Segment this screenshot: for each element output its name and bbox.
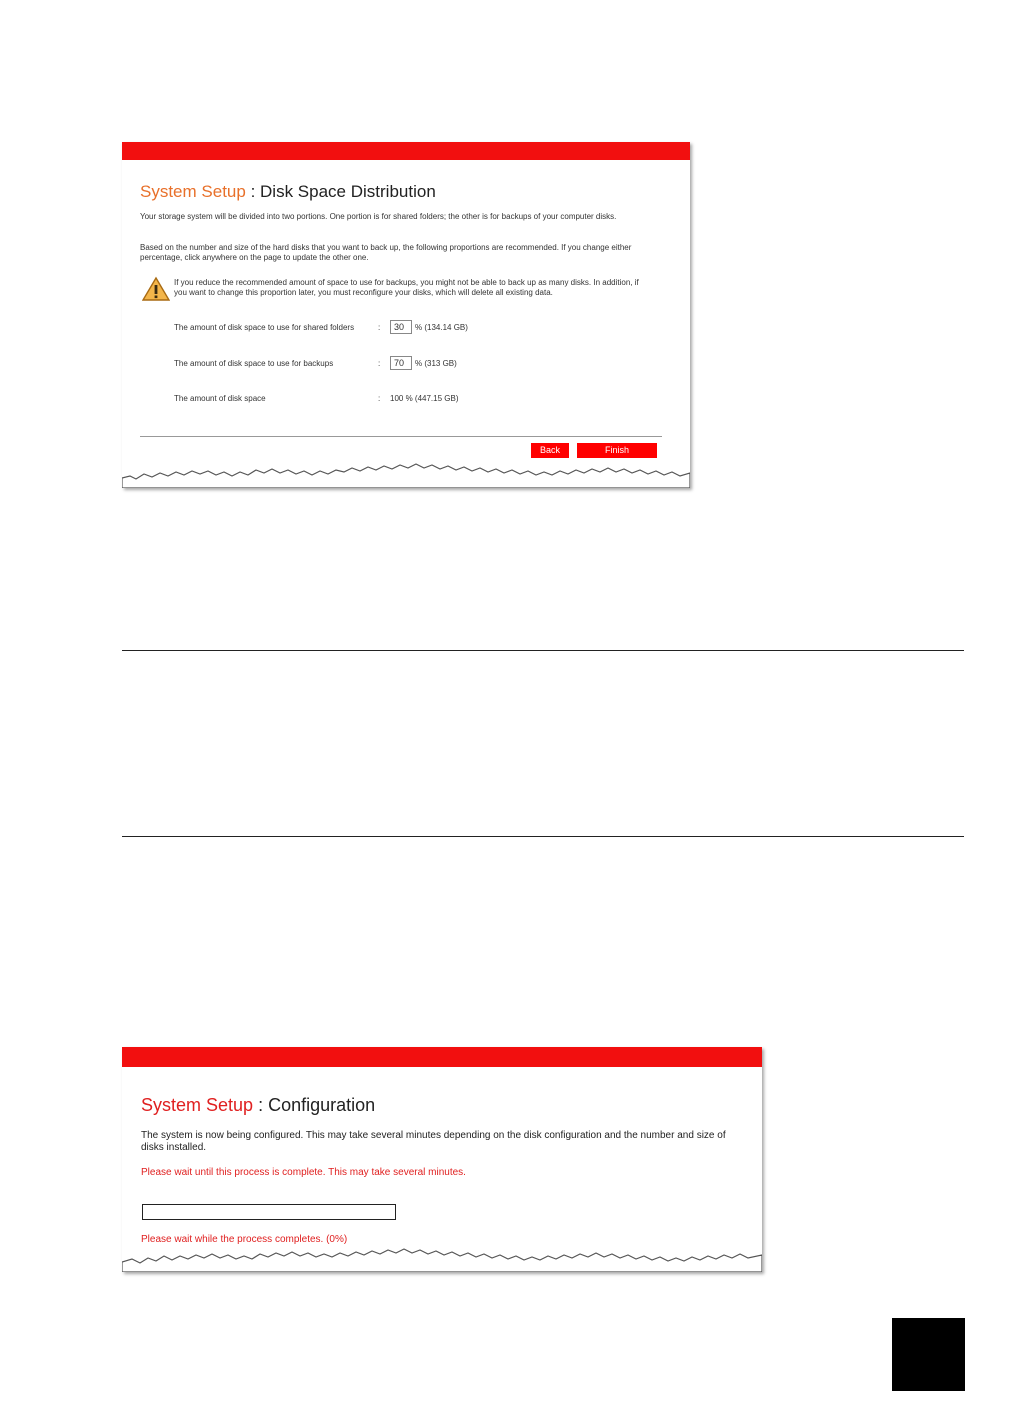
header-bar (122, 142, 690, 160)
horizontal-rule-2 (122, 836, 964, 837)
shared-folders-label: The amount of disk space to use for shared folders (174, 323, 355, 332)
title-main: Configuration (268, 1095, 376, 1115)
total-space-label: The amount of disk space (174, 394, 266, 403)
progress-status: Please wait while the process completes. (0%) (141, 1234, 348, 1245)
torn-edge (122, 458, 690, 488)
title-prefix: System Setup (140, 182, 246, 201)
page-title (141, 1095, 375, 1116)
wait-note: Please wait until this process is complete. This may take several minutes. (141, 1167, 466, 1178)
shared-folders-suffix: % (134.14 GB) (415, 323, 468, 332)
title-prefix: System Setup (141, 1095, 254, 1115)
title-main: Disk Space Distribution (260, 182, 436, 201)
finish-button[interactable]: Finish (577, 443, 657, 458)
config-paragraph: The system is now being configured. This may take several minutes depending on the disk configuration and the number and size of disks installed. (141, 1130, 726, 1153)
warning-text: If you reduce the recommended amount of space to use for backups, you might not be able to back up as many disks. In addition, if you want to change this proportion later, you must reconfigure your disks, which will delete all existing data. (174, 278, 639, 297)
shared-folders-percent-input[interactable] (390, 320, 412, 334)
shared-folders-colon: : (378, 323, 381, 332)
recommendation-paragraph: Based on the number and size of the hard disks that you want to back up, the following proportions are recommended. If you change either percentage, click anywhere on the page to update the other one. (140, 243, 632, 262)
title-separator: : (250, 182, 256, 201)
page-title (140, 182, 436, 202)
backups-label: The amount of disk space to use for backups (174, 359, 334, 368)
backups-colon: : (378, 359, 381, 368)
total-space-value: 100 % (447.15 GB) (390, 394, 459, 403)
horizontal-rule-1 (122, 650, 964, 651)
intro-paragraph: Your storage system will be divided into two portions. One portion is for shared folders; the other is for backups of your computer disks. (140, 212, 617, 221)
back-button[interactable]: Back (531, 443, 569, 458)
header-bar (122, 1047, 762, 1067)
backups-suffix: % (313 GB) (415, 359, 457, 368)
page-number-block (892, 1318, 965, 1391)
total-space-colon: : (378, 394, 381, 403)
configuration-screenshot (122, 1047, 762, 1272)
warning-icon (142, 276, 170, 302)
title-separator: : (258, 1095, 264, 1115)
torn-edge (122, 1244, 762, 1272)
divider (140, 436, 662, 437)
backups-percent-input[interactable] (390, 356, 412, 370)
disk-space-distribution-screenshot (122, 142, 690, 488)
progress-bar (142, 1204, 396, 1220)
